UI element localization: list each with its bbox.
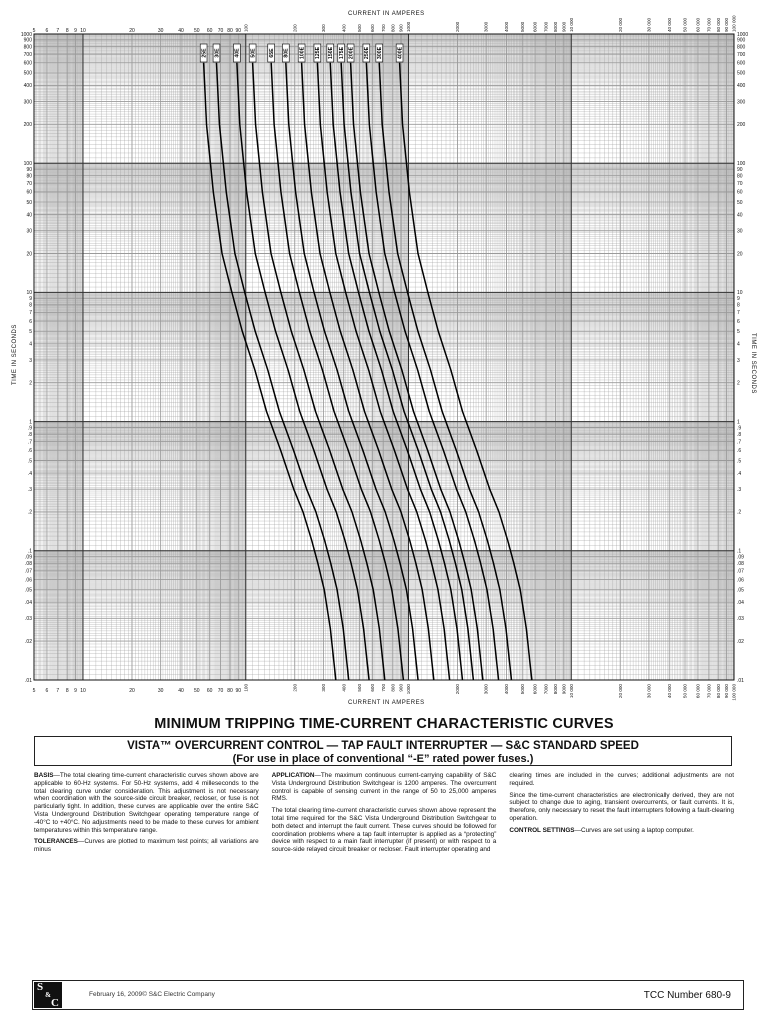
x-tick-label-top: 10 000 bbox=[568, 17, 574, 32]
x-tick-label-bottom: 200 bbox=[292, 684, 298, 692]
x-tick-label-bottom: 6 bbox=[45, 688, 49, 694]
notes-column-1 bbox=[34, 772, 259, 858]
x-tick-label-bottom: 900 bbox=[398, 684, 404, 692]
x-tick-label-bottom: 80 000 bbox=[715, 684, 721, 699]
curve-label-175E: 175E bbox=[338, 46, 345, 60]
y-tick-label-right: 60 bbox=[737, 189, 743, 196]
notes-column-3 bbox=[509, 772, 734, 858]
y-tick-label-right: .09 bbox=[737, 554, 744, 561]
y-tick-label-left: .3 bbox=[27, 486, 32, 493]
notes-columns bbox=[34, 772, 734, 858]
curve-label-80E: 80E bbox=[283, 48, 290, 58]
x-tick-label-top: 8000 bbox=[553, 21, 559, 32]
y-tick-label-right: .3 bbox=[737, 486, 742, 493]
y-tick-label-left: .9 bbox=[27, 425, 32, 432]
y-tick-label-left: .07 bbox=[25, 568, 32, 575]
x-tick-label-bottom: 40 bbox=[178, 688, 184, 694]
y-tick-label-left: .6 bbox=[27, 448, 32, 455]
application-text: —The maximum continuous current-carrying capability of S&C Vista Underground Distribution Switchgear is 1200 amperes. The overcurrent control is capable of sensing current in the range of 50 to 25,000 amperes RMS. bbox=[271, 772, 497, 803]
tolerances-text: —Curves are plotted to maximum test points; all variations are minus bbox=[34, 838, 259, 854]
x-tick-label-bottom: 60 000 bbox=[695, 684, 701, 699]
x-tick-label-bottom: 60 bbox=[206, 688, 213, 694]
x-tick-label-top: 20 000 bbox=[617, 17, 623, 32]
y-tick-label-left: .4 bbox=[27, 470, 32, 477]
x-tick-label-bottom: 1000 bbox=[406, 684, 412, 695]
x-tick-label-bottom: 30 000 bbox=[646, 684, 652, 699]
y-tick-label-right: .03 bbox=[737, 616, 744, 623]
x-tick-label-bottom: 300 bbox=[320, 684, 326, 692]
y-tick-label-left: 20 bbox=[26, 251, 32, 258]
logo-ampersand: & bbox=[45, 991, 51, 999]
y-tick-label-left: 10 bbox=[26, 290, 32, 297]
footer-date: February 16, 2009© S&C Electric Company bbox=[89, 991, 215, 998]
y-tick-label-right: 40 bbox=[737, 212, 743, 219]
footer bbox=[32, 980, 744, 1010]
x-axis-title-top: CURRENT IN AMPERES bbox=[348, 11, 425, 17]
x-tick-label-top: 6000 bbox=[532, 21, 538, 32]
x-tick-label-bottom: 100 000 bbox=[731, 684, 737, 701]
y-tick-label-left: 50 bbox=[26, 199, 32, 206]
y-tick-label-left: 700 bbox=[23, 51, 32, 58]
y-tick-label-left: .09 bbox=[25, 554, 32, 561]
y-tick-label-right: 1 bbox=[737, 419, 740, 426]
y-tick-label-right: 200 bbox=[737, 122, 746, 129]
y-tick-label-left: 900 bbox=[23, 37, 32, 44]
x-tick-label-top: 90 000 bbox=[724, 17, 730, 32]
curve-label-100E: 100E bbox=[299, 46, 306, 60]
y-tick-label-left: 100 bbox=[23, 161, 32, 167]
x-tick-label-top: 1000 bbox=[406, 21, 412, 32]
x-tick-label-bottom: 50 000 bbox=[682, 684, 688, 699]
y-tick-label-right: 500 bbox=[737, 70, 746, 77]
x-tick-label-bottom: 70 000 bbox=[706, 684, 712, 699]
y-tick-label-right: .4 bbox=[737, 470, 742, 477]
y-tick-label-right: 10 bbox=[737, 290, 743, 297]
x-tick-label-bottom: 5000 bbox=[519, 684, 525, 695]
x-tick-label-top: 4000 bbox=[504, 21, 510, 32]
x-tick-label-top: 70 000 bbox=[706, 17, 712, 32]
x-tick-label-top: 700 bbox=[380, 24, 386, 32]
curve-label-125E: 125E bbox=[315, 46, 322, 60]
y-tick-label-left: .8 bbox=[27, 431, 32, 438]
y-tick-label-left: 300 bbox=[23, 99, 32, 106]
y-tick-label-left: 7 bbox=[29, 310, 32, 317]
y-tick-label-left: 3 bbox=[29, 357, 32, 364]
y-tick-label-left: 400 bbox=[23, 83, 32, 90]
curve-label-25E: 25E bbox=[201, 48, 208, 58]
x-tick-label-top: 9 bbox=[74, 28, 77, 34]
tolerances-paragraph bbox=[34, 838, 259, 854]
x-tick-label-top: 40 000 bbox=[666, 17, 672, 32]
logo-letter-c: C bbox=[51, 997, 59, 1009]
x-tick-label-bottom: 9000 bbox=[561, 684, 567, 695]
control-paragraph bbox=[509, 827, 734, 835]
logo-letter-s: S bbox=[37, 981, 44, 993]
y-axis-title-left: TIME IN SECONDS bbox=[12, 324, 18, 385]
y-tick-label-left: .01 bbox=[25, 677, 32, 684]
curve-label-65E: 65E bbox=[268, 48, 275, 58]
x-tick-label-top: 600 bbox=[369, 24, 375, 32]
basis-heading: BASIS bbox=[34, 772, 54, 779]
x-tick-label-bottom: 500 bbox=[357, 684, 363, 692]
application-paragraph bbox=[272, 772, 497, 803]
x-tick-label-bottom: 30 bbox=[157, 688, 164, 694]
x-tick-label-top: 800 bbox=[390, 24, 396, 32]
plot-frame bbox=[34, 34, 734, 680]
curve-label-250E: 250E bbox=[364, 46, 371, 60]
subtitle-line-1: VISTA™ OVERCURRENT CONTROL — TAP FAULT INTERRUPTER — S&C STANDARD SPEED bbox=[127, 740, 639, 752]
y-tick-label-left: 40 bbox=[26, 212, 32, 219]
x-tick-label-top: 3000 bbox=[483, 21, 489, 32]
tolerances-heading: TOLERANCES bbox=[34, 838, 78, 846]
y-tick-label-right: 600 bbox=[737, 60, 746, 67]
y-tick-label-right: 80 bbox=[737, 173, 743, 180]
y-tick-label-right: 100 bbox=[737, 161, 746, 167]
sc-logo bbox=[34, 982, 62, 1008]
y-tick-label-left: .04 bbox=[25, 600, 32, 607]
y-tick-label-right: 900 bbox=[737, 37, 746, 44]
x-tick-label-bottom: 90 000 bbox=[724, 684, 730, 699]
x-tick-label-bottom: 600 bbox=[369, 684, 375, 692]
y-tick-label-left: 5 bbox=[29, 329, 32, 336]
y-tick-label-right: 5 bbox=[737, 329, 740, 336]
y-axis-title-right: TIME IN SECONDS bbox=[750, 333, 756, 394]
x-tick-label-bottom: 6000 bbox=[532, 684, 538, 695]
x-tick-label-top: 100 000 bbox=[731, 15, 737, 32]
curve-label-400E: 400E bbox=[397, 46, 404, 60]
y-tick-label-left: .03 bbox=[25, 616, 32, 623]
y-tick-label-left: .06 bbox=[25, 577, 32, 584]
y-tick-label-right: 30 bbox=[737, 228, 743, 235]
major-grid bbox=[34, 34, 734, 680]
y-tick-label-right: .08 bbox=[737, 561, 744, 568]
y-tick-label-left: .02 bbox=[25, 638, 32, 645]
x-tick-label-bottom: 50 bbox=[193, 688, 200, 694]
curve-label-30E: 30E bbox=[214, 48, 221, 58]
x-tick-label-top: 80 000 bbox=[715, 17, 721, 32]
subtitle-box bbox=[34, 736, 732, 766]
x-tick-label-top: 50 000 bbox=[682, 17, 688, 32]
x-tick-label-top: 200 bbox=[292, 24, 298, 32]
x-tick-label-bottom: 800 bbox=[390, 684, 396, 692]
x-tick-label-bottom: 3000 bbox=[483, 684, 489, 695]
x-tick-label-bottom: 20 bbox=[129, 688, 135, 694]
x-tick-label-top: 60 000 bbox=[695, 17, 701, 32]
x-tick-label-bottom: 5 bbox=[32, 688, 36, 694]
y-tick-label-right: .04 bbox=[737, 600, 744, 607]
y-tick-label-left: .08 bbox=[25, 561, 32, 568]
aging-paragraph: Since the time-current characteristics are electronically derived, they are not subject to change due to aging, transient overcurrents, or fault currents. It is, therefore, only necessary to reset the fault interrupters following a fault-clearing operation. bbox=[509, 791, 735, 822]
y-tick-label-right: .07 bbox=[737, 568, 744, 575]
x-tick-label-top: 30 000 bbox=[646, 17, 652, 32]
y-tick-label-right: 9 bbox=[737, 296, 740, 303]
x-tick-label-top: 7 bbox=[56, 28, 60, 34]
x-tick-label-top: 9000 bbox=[561, 21, 567, 32]
curve-label-150E: 150E bbox=[328, 46, 335, 60]
y-tick-label-left: .5 bbox=[27, 458, 32, 465]
y-tick-label-left: .7 bbox=[27, 439, 32, 446]
x-tick-label-bottom: 400 bbox=[341, 684, 347, 692]
y-tick-label-right: 7 bbox=[737, 310, 740, 317]
main-title: MINIMUM TRIPPING TIME-CURRENT CHARACTERISTIC CURVES bbox=[154, 716, 614, 732]
x-tick-label-bottom: 10 bbox=[80, 688, 86, 694]
x-tick-label-top: 100 bbox=[243, 24, 249, 32]
y-tick-label-right: .05 bbox=[737, 587, 744, 594]
basis-paragraph bbox=[34, 772, 259, 834]
y-tick-label-left: 6 bbox=[29, 318, 32, 325]
y-tick-label-left: 2 bbox=[29, 380, 32, 387]
y-tick-label-left: 30 bbox=[26, 228, 32, 235]
y-tick-label-left: 1 bbox=[29, 419, 32, 426]
y-tick-label-right: 800 bbox=[737, 44, 746, 51]
x-tick-label-top: 300 bbox=[320, 24, 326, 32]
curve-label-300E: 300E bbox=[377, 46, 384, 60]
x-tick-label-top: 6 bbox=[45, 28, 49, 34]
y-tick-label-right: .6 bbox=[737, 448, 742, 455]
x-tick-label-bottom: 70 bbox=[217, 688, 224, 694]
x-tick-label-bottom: 9 bbox=[74, 688, 77, 694]
y-tick-label-left: .05 bbox=[25, 587, 32, 594]
x-tick-label-bottom: 100 bbox=[243, 684, 249, 692]
y-tick-label-right: .9 bbox=[737, 425, 742, 432]
y-tick-label-left: 80 bbox=[26, 173, 32, 180]
basis-text: —The total clearing time-current characteristic curves shown above are applicable to 60-Hz systems. For 50-Hz systems, add 4 milleseconds to the total clearing curve under consideration. This adjustment is not necessary when coordination with the source-side circuit breaker, recloser, or fuse is not particularly tight. In addition, these curves are applicable over the entire S&C Vista Underground Distribution Switchgear operating temperature range of -40°C to +40°C. No adjustments need to be made to these curves for ambient temperatures within this temperature range. bbox=[34, 772, 259, 834]
y-tick-label-right: .8 bbox=[737, 431, 742, 438]
y-tick-label-left: 9 bbox=[29, 296, 32, 303]
x-tick-label-top: 90 bbox=[235, 28, 242, 34]
x-tick-label-top: 40 bbox=[178, 28, 184, 34]
subtitle-line-2: (For use in place of conventional “-E” rated power fuses.) bbox=[232, 753, 534, 765]
y-tick-label-right: 2 bbox=[737, 380, 740, 387]
x-tick-label-bottom: 7 bbox=[56, 688, 60, 694]
y-tick-label-left: 500 bbox=[23, 70, 32, 77]
y-tick-label-right: 50 bbox=[737, 199, 743, 206]
y-tick-label-right: 8 bbox=[737, 302, 740, 309]
y-tick-label-right: 4 bbox=[737, 341, 740, 348]
y-tick-label-right: 3 bbox=[737, 357, 740, 364]
x-tick-label-bottom: 20 000 bbox=[617, 684, 623, 699]
tcc-number: TCC Number 680-9 bbox=[643, 990, 731, 1001]
y-tick-label-right: 1000 bbox=[737, 31, 749, 38]
x-tick-label-top: 2000 bbox=[455, 21, 461, 32]
clearing-paragraph: clearing times are included in the curves; additional adjustments are not required. bbox=[509, 772, 735, 787]
y-tick-label-right: .7 bbox=[737, 439, 742, 446]
y-tick-label-right: .06 bbox=[737, 577, 744, 584]
x-tick-label-top: 20 bbox=[129, 28, 135, 34]
x-tick-label-bottom: 80 bbox=[227, 688, 233, 694]
notes-column-2 bbox=[272, 772, 497, 858]
x-tick-label-top: 60 bbox=[206, 28, 213, 34]
y-tick-label-left: 800 bbox=[23, 44, 32, 51]
x-axis-title-bottom: CURRENT IN AMPERES bbox=[348, 700, 425, 706]
x-tick-label-top: 5000 bbox=[519, 21, 525, 32]
x-tick-label-top: 30 bbox=[157, 28, 164, 34]
y-tick-label-right: .02 bbox=[737, 638, 744, 645]
y-tick-label-right: 700 bbox=[737, 51, 746, 58]
curve-label-40E: 40E bbox=[234, 48, 241, 58]
x-tick-label-top: 50 bbox=[193, 28, 200, 34]
x-tick-label-top: 10 bbox=[80, 28, 86, 34]
application-heading: APPLICATION bbox=[271, 772, 315, 779]
y-tick-label-right: .1 bbox=[737, 548, 742, 555]
y-tick-label-right: 6 bbox=[737, 318, 740, 325]
control-text: —Curves are set using a laptop computer. bbox=[574, 826, 694, 834]
x-tick-label-top: 80 bbox=[227, 28, 233, 34]
y-tick-label-right: 20 bbox=[737, 251, 743, 258]
y-tick-label-right: 400 bbox=[737, 83, 746, 90]
x-tick-label-bottom: 90 bbox=[235, 688, 242, 694]
x-tick-label-top: 70 bbox=[217, 28, 224, 34]
y-tick-label-left: 8 bbox=[29, 302, 32, 309]
curve-label-200E: 200E bbox=[348, 46, 355, 60]
y-tick-label-right: .2 bbox=[737, 509, 742, 516]
application-paragraph-2: The total clearing time-current characteristic curves shown above represent the total time required for the S&C Vista Underground Distribution Switchgear to both detect and interrupt the fault current. These curves should be followed for coordination problems where a tap fault interrupter is applied as a “protecting” device with respect to a main fault interrupter (if present) or with respect to a source-side relayed circuit breaker or recloser. Fault interrupter operating and bbox=[271, 807, 497, 854]
x-tick-label-top: 900 bbox=[398, 24, 404, 32]
y-tick-label-left: 1000 bbox=[20, 31, 32, 38]
y-tick-label-right: 70 bbox=[737, 181, 743, 188]
x-tick-label-bottom: 8000 bbox=[553, 684, 559, 695]
x-tick-label-bottom: 4000 bbox=[504, 684, 510, 695]
y-tick-label-right: .01 bbox=[737, 677, 744, 684]
x-tick-label-top: 8 bbox=[65, 28, 69, 34]
x-tick-label-top: 7000 bbox=[543, 21, 549, 32]
x-tick-label-top: 500 bbox=[357, 24, 363, 32]
x-tick-label-top: 5 bbox=[32, 28, 36, 34]
x-tick-label-bottom: 700 bbox=[380, 684, 386, 692]
control-heading: CONTROL SETTINGS bbox=[509, 826, 575, 834]
x-tick-label-bottom: 10 000 bbox=[568, 684, 574, 699]
y-tick-label-right: 300 bbox=[737, 99, 746, 106]
curve-label-50E: 50E bbox=[250, 48, 257, 58]
x-tick-label-bottom: 2000 bbox=[455, 684, 461, 695]
y-tick-label-left: .2 bbox=[27, 509, 32, 516]
y-tick-label-right: .5 bbox=[737, 458, 742, 465]
x-tick-label-top: 400 bbox=[341, 24, 347, 32]
y-tick-label-right: 90 bbox=[737, 166, 743, 173]
x-tick-label-bottom: 7000 bbox=[543, 684, 549, 695]
y-tick-label-left: 200 bbox=[23, 122, 32, 129]
y-tick-label-left: 90 bbox=[26, 166, 32, 173]
y-tick-label-left: 4 bbox=[29, 341, 32, 348]
y-tick-label-left: 70 bbox=[26, 181, 32, 188]
x-tick-label-bottom: 8 bbox=[65, 688, 69, 694]
x-tick-label-bottom: 40 000 bbox=[666, 684, 672, 699]
y-tick-label-left: .1 bbox=[27, 548, 32, 555]
y-tick-label-left: 60 bbox=[26, 189, 32, 196]
y-tick-label-left: 600 bbox=[23, 60, 32, 67]
minor-grid bbox=[34, 34, 734, 680]
